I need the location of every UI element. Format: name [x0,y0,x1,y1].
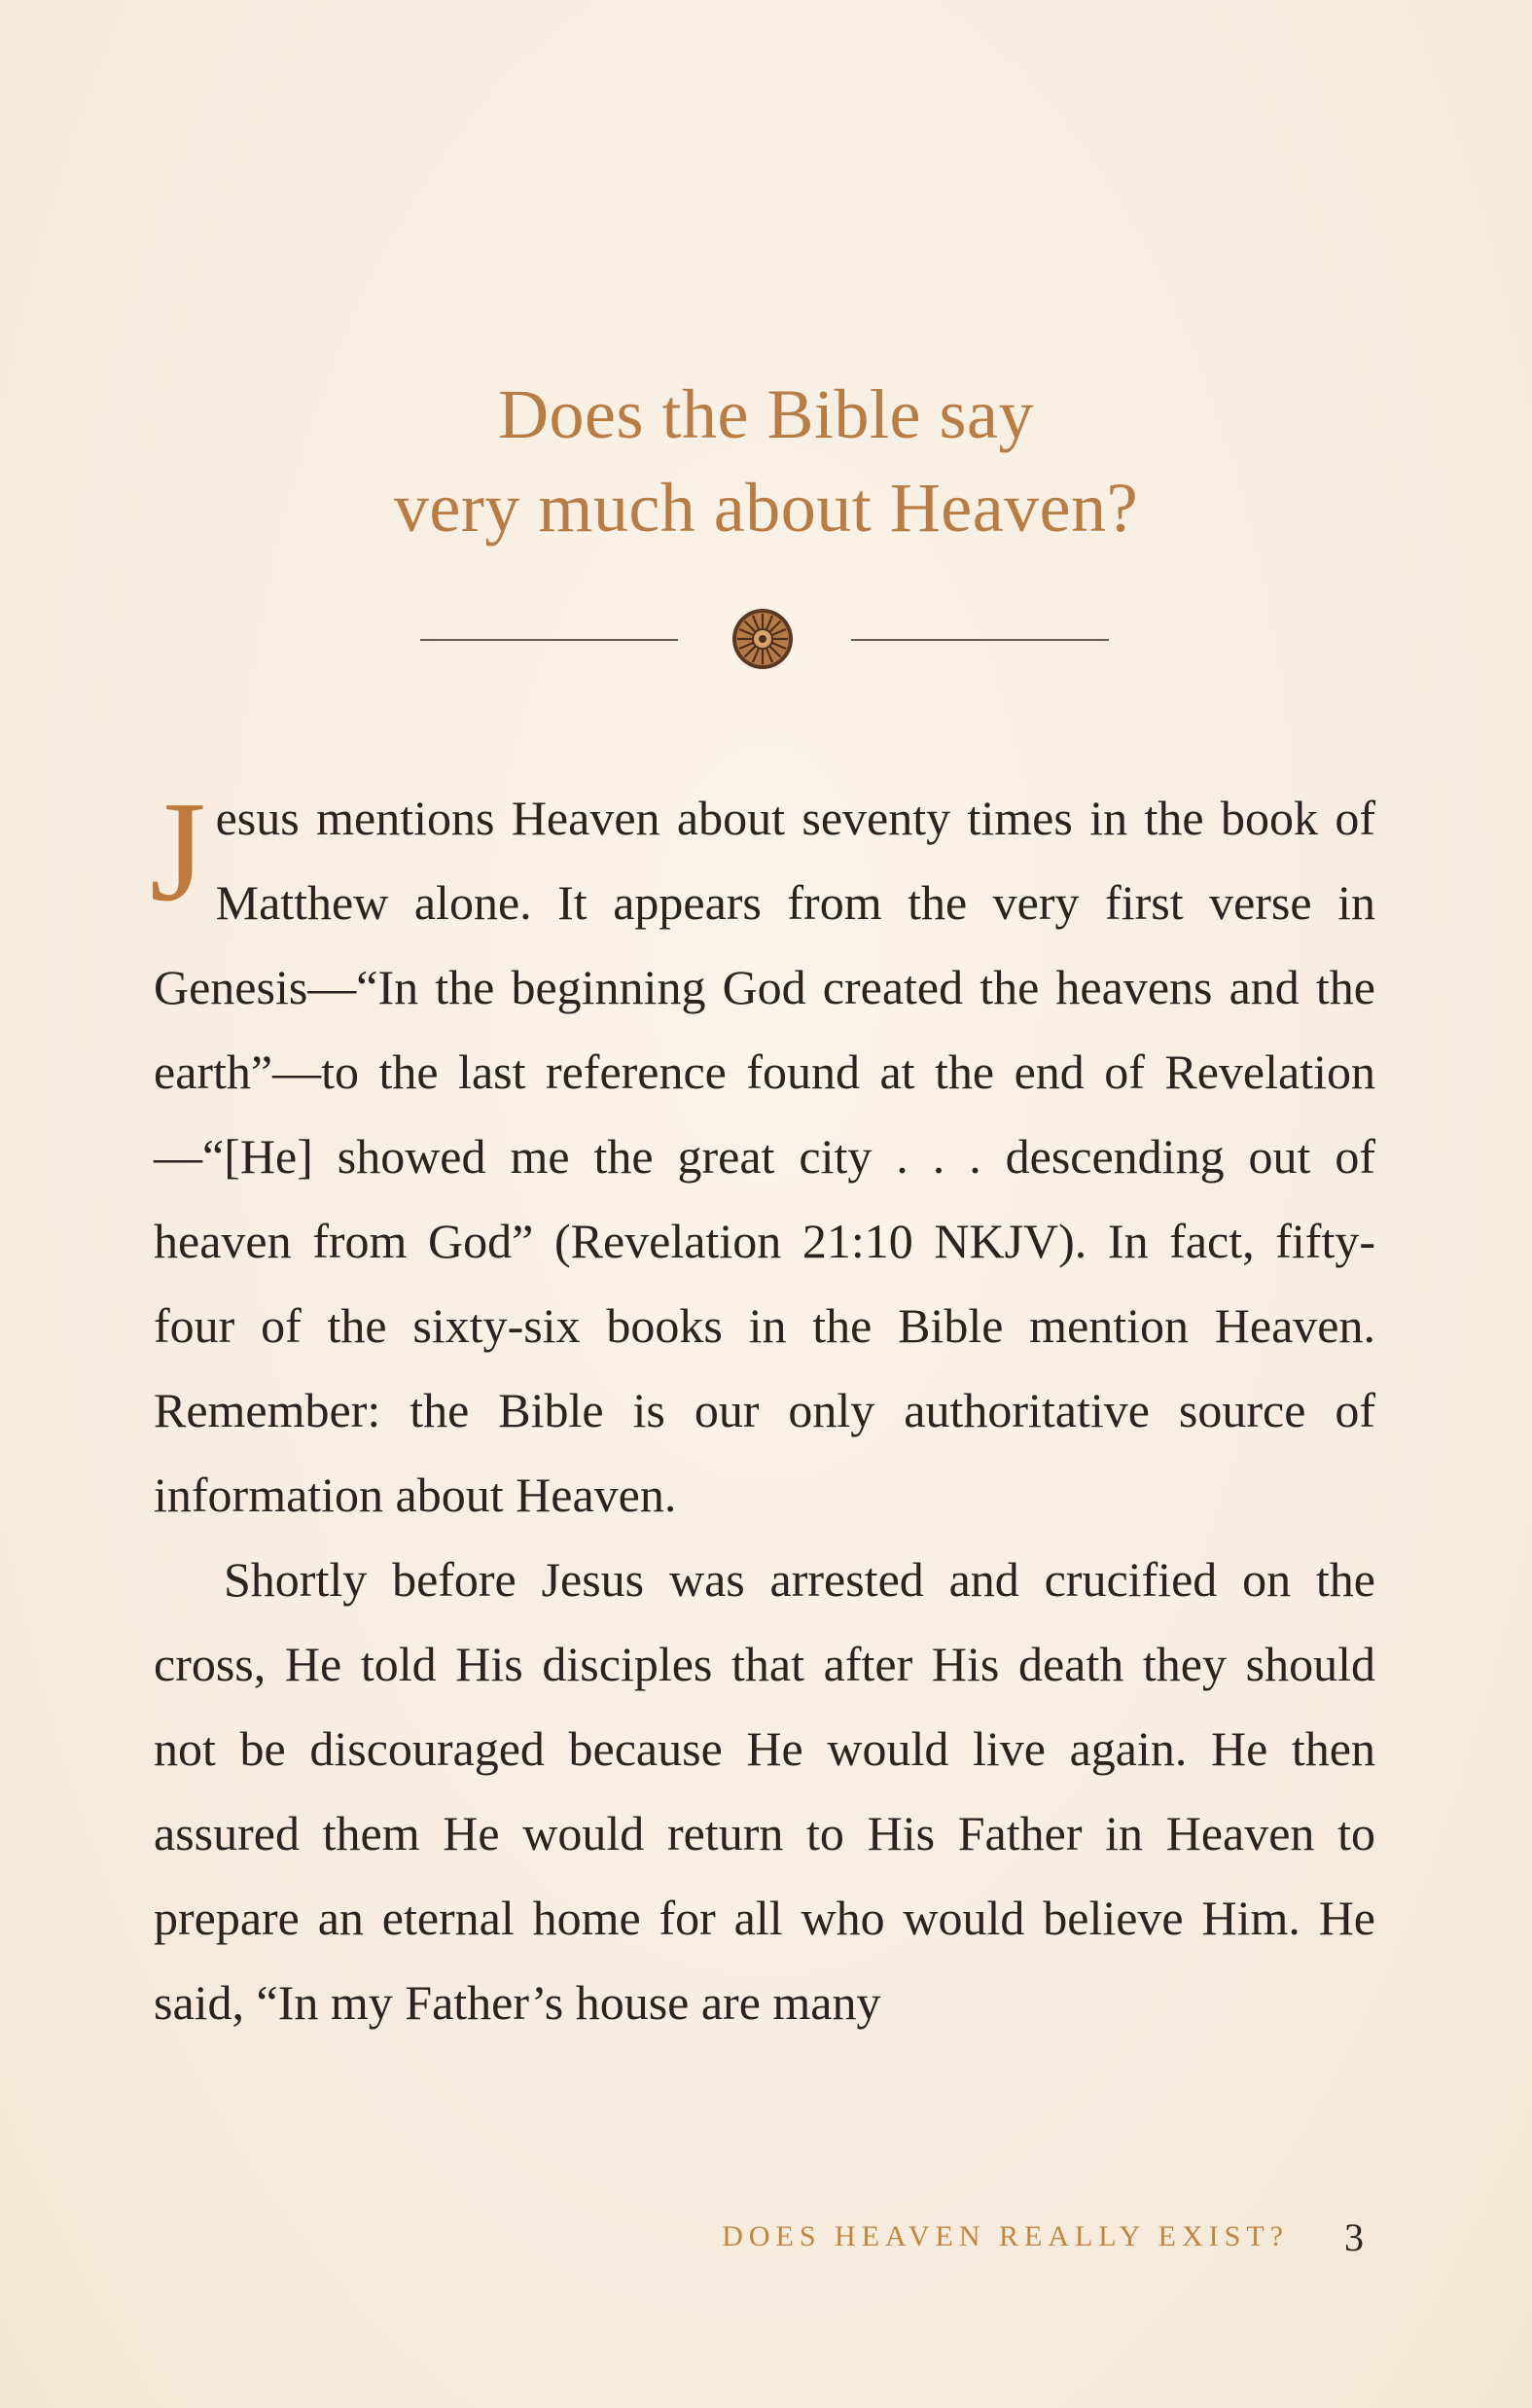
heading-line-2: very much about Heaven? [393,469,1139,547]
drop-cap: J [150,772,206,932]
heading-line-1: Does the Bible say [498,375,1034,453]
sunburst-medallion-icon [730,607,795,671]
divider-rule-right [851,639,1109,641]
running-head: DOES HEAVEN REALLY EXIST? [722,2220,1289,2252]
paragraph-1-text: esus mentions Heaven about seventy times in the book of Matthew alone. It appears from the very first verse in Genesis—“In the beginning God created the heavens and the earth”—to the last reference found at the end of Revelation—“[He] showed me the great city . . . descending out of heaven from God” (Revelation 21:10 NKJV). In fact, fifty-four of the sixty-six books in the Bible mention Heaven. Remember: the Bible is our only authoritative source of information about Heaven. [154,791,1375,1522]
page-number: 3 [1344,2215,1364,2259]
ornament-divider [0,605,1532,673]
paragraph-2: Shortly before Jesus was arrested and crucified on the cross, He told His disciples that after His death they should not be discouraged because He would live again. He then assured them He would return to His Father in Heaven to prepare an eternal home for all who would believe Him. He said, “In my Father’s house are many [154,1552,1375,2030]
page-footer [0,2215,1532,2269]
body-text [150,772,1375,2045]
chapter-heading [0,368,1532,554]
paragraph-1 [150,772,1375,1538]
divider-rule-left [420,639,678,641]
